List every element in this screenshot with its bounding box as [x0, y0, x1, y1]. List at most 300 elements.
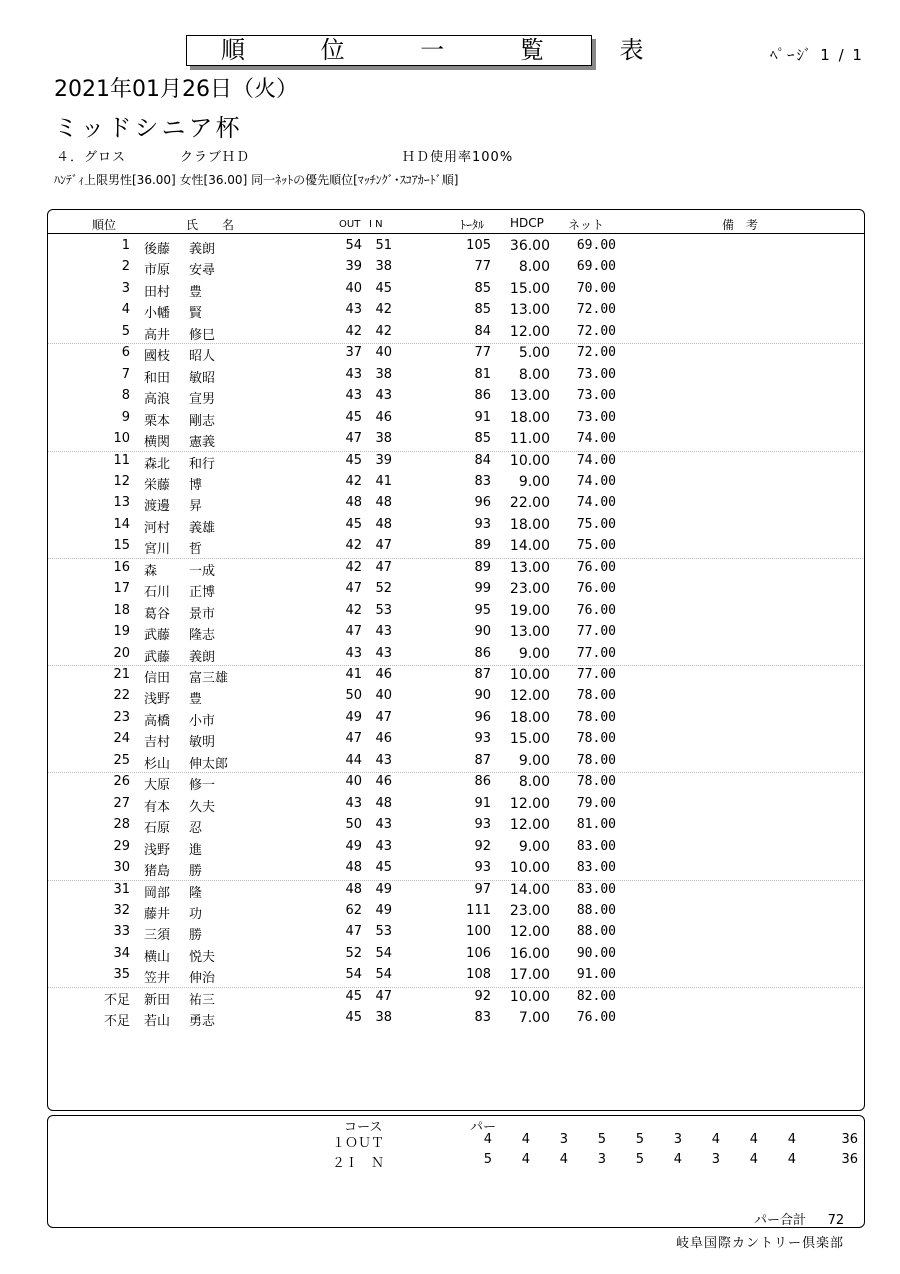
row-in: 48: [375, 516, 392, 532]
row-out: 47: [345, 581, 362, 597]
row-hdcp: 10.00: [509, 667, 550, 683]
hole-par: 3: [711, 1152, 720, 1167]
hole-par: 3: [673, 1132, 682, 1147]
row-total: 89: [474, 559, 491, 575]
row-total: 91: [474, 409, 491, 425]
row-family: 石原: [144, 821, 171, 837]
par-total-label: パー合計: [754, 1213, 807, 1228]
row-total: 92: [474, 988, 491, 1004]
row-family: 新田: [144, 992, 171, 1008]
row-net: 75.00: [576, 516, 616, 532]
row-in: 51: [375, 238, 392, 253]
row-family: 栄藤: [144, 477, 171, 493]
row-rank: 30: [113, 860, 130, 876]
row-rank: 32: [113, 902, 130, 918]
row-given: 勝: [189, 864, 203, 880]
row-total: 83: [474, 473, 491, 489]
row-family: 横関: [144, 435, 171, 451]
hole-par: 4: [787, 1152, 796, 1167]
row-net: 78.00: [576, 731, 616, 747]
row-in: 54: [375, 945, 392, 961]
row-hdcp: 13.00: [509, 388, 550, 405]
row-in: 43: [375, 838, 392, 854]
row-in: 40: [375, 345, 392, 361]
row-total: 77: [474, 345, 491, 361]
row-given: 賢: [189, 306, 203, 322]
row-given: 勝: [189, 928, 203, 944]
row-net: 72.00: [576, 323, 616, 339]
row-hdcp: 8.00: [518, 774, 550, 791]
row-rank: 14: [113, 516, 130, 532]
row-family: 浅野: [144, 842, 171, 858]
row-family: 小幡: [144, 306, 171, 322]
row-net: 73.00: [576, 366, 616, 382]
row-in: 53: [375, 602, 392, 618]
row-given: 景市: [189, 606, 216, 622]
row-in: 49: [375, 902, 392, 918]
row-total: 84: [474, 323, 491, 339]
row-hdcp: 22.00: [509, 495, 550, 512]
group-divider: [48, 343, 863, 344]
row-rank: 18: [113, 602, 130, 618]
event-date: 2021年01月26日（火）: [54, 77, 298, 102]
row-rank: 25: [113, 752, 130, 768]
row-rank: 15: [113, 538, 130, 554]
row-rank: 6: [121, 345, 130, 361]
handicap-note: ﾊﾝﾃﾞｨ上限男性[36.00] 女性[36.00] 同一ﾈｯﾄの優先順位[ﾏｯﾁﾝｸﾞ･ｽｺｱｶｰﾄﾞ順]: [54, 173, 459, 187]
row-net: 78.00: [576, 774, 616, 790]
row-in: 41: [375, 473, 392, 489]
row-in: 39: [375, 452, 392, 468]
row-hdcp: 23.00: [509, 581, 550, 598]
hole-par: 5: [483, 1152, 492, 1167]
row-out: 43: [345, 795, 362, 811]
row-total: 92: [474, 838, 491, 854]
row-out: 42: [345, 473, 362, 489]
group-divider: [48, 558, 863, 559]
row-hdcp: 9.00: [518, 838, 550, 855]
row-family: 田村: [144, 284, 171, 300]
row-net: 88.00: [576, 902, 616, 918]
row-total: 93: [474, 817, 491, 833]
row-out: 62: [345, 902, 362, 918]
row-rank: 不足: [103, 1014, 130, 1030]
course-par-table: [47, 1115, 865, 1228]
row-given: 正博: [189, 585, 216, 601]
hole-par: 3: [597, 1152, 606, 1167]
row-net: 77.00: [576, 667, 616, 682]
row-in: 38: [375, 259, 392, 275]
row-net: 77.00: [576, 624, 616, 640]
row-in: 43: [375, 752, 392, 768]
row-family: 河村: [144, 520, 171, 536]
row-family: 國枝: [144, 349, 171, 365]
row-out: 47: [345, 431, 362, 447]
row-out: 42: [345, 559, 362, 575]
row-hdcp: 18.00: [509, 709, 550, 726]
row-hdcp: 14.00: [509, 538, 550, 555]
row-rank: 1: [121, 238, 130, 253]
row-out: 48: [345, 495, 362, 511]
row-given: 豊: [189, 284, 203, 300]
row-family: 大原: [144, 778, 171, 794]
row-total: 93: [474, 731, 491, 747]
row-hdcp: 18.00: [509, 409, 550, 426]
row-in: 48: [375, 795, 392, 811]
row-rank: 20: [113, 645, 130, 661]
row-hdcp: 10.00: [509, 452, 550, 469]
row-out: 50: [345, 688, 362, 704]
header-name: 氏 名: [186, 218, 235, 232]
row-hdcp: 13.00: [509, 302, 550, 319]
row-family: 浅野: [144, 692, 171, 708]
row-out: 41: [345, 667, 362, 682]
row-given: 哲: [189, 542, 203, 558]
row-rank: 17: [113, 581, 130, 597]
row-in: 43: [375, 645, 392, 661]
club-name: 岐阜国際カントリー倶楽部: [676, 1236, 845, 1251]
row-rank: 23: [113, 709, 130, 725]
row-out: 37: [345, 345, 362, 361]
group-divider: [48, 880, 863, 881]
row-net: 74.00: [576, 431, 616, 447]
row-out: 40: [345, 280, 362, 296]
row-family: 高井: [144, 327, 171, 343]
hole-par: 4: [711, 1132, 720, 1147]
row-total: 83: [474, 1010, 491, 1026]
hole-par: 4: [749, 1152, 758, 1167]
row-net: 78.00: [576, 752, 616, 768]
par-total-value: 72: [827, 1213, 845, 1228]
course-name: １ＯＵＴ: [332, 1136, 385, 1151]
row-family: 森: [144, 563, 158, 579]
row-in: 52: [375, 581, 392, 597]
row-hdcp: 19.00: [509, 602, 550, 619]
row-net: 79.00: [576, 795, 616, 811]
row-family: 後藤: [144, 242, 171, 257]
hd-usage-rate: ＨＤ使用率100%: [402, 150, 514, 165]
event-name: ミッドシニア杯: [54, 114, 243, 142]
row-rank: 9: [121, 409, 130, 425]
row-in: 42: [375, 323, 392, 339]
row-family: 高浪: [144, 392, 171, 408]
row-total: 91: [474, 795, 491, 811]
row-hdcp: 12.00: [509, 795, 550, 812]
row-given: 小市: [189, 713, 216, 729]
row-net: 76.00: [576, 1010, 616, 1026]
row-total: 108: [466, 967, 491, 983]
row-rank: 35: [113, 967, 130, 983]
row-net: 72.00: [576, 345, 616, 361]
row-in: 47: [375, 709, 392, 725]
row-out: 43: [345, 366, 362, 382]
row-out: 45: [345, 452, 362, 468]
row-rank: 28: [113, 817, 130, 833]
row-total: 93: [474, 860, 491, 876]
hole-par: 3: [559, 1132, 568, 1147]
row-rank: 21: [113, 667, 130, 682]
row-out: 49: [345, 838, 362, 854]
row-family: 武藤: [144, 649, 171, 665]
row-total: 87: [474, 667, 491, 682]
row-out: 45: [345, 1010, 362, 1026]
row-given: 伸治: [189, 971, 216, 987]
row-hdcp: 15.00: [509, 731, 550, 748]
row-rank: 26: [113, 774, 130, 790]
row-in: 47: [375, 988, 392, 1004]
report-title: 順 位 一 覧 表: [186, 35, 592, 66]
row-in: 49: [375, 881, 392, 897]
row-family: 信田: [144, 671, 171, 686]
row-net: 75.00: [576, 538, 616, 554]
row-out: 43: [345, 302, 362, 318]
row-total: 95: [474, 602, 491, 618]
row-out: 42: [345, 538, 362, 554]
group-divider: [48, 665, 863, 666]
row-net: 81.00: [576, 817, 616, 833]
header-total: ﾄｰﾀﾙ: [460, 218, 485, 232]
row-net: 91.00: [576, 967, 616, 983]
row-in: 43: [375, 388, 392, 404]
row-out: 39: [345, 259, 362, 275]
row-hdcp: 8.00: [518, 259, 550, 276]
row-total: 77: [474, 259, 491, 275]
row-out: 43: [345, 388, 362, 404]
row-family: 高橋: [144, 713, 171, 729]
row-given: 隆志: [189, 628, 216, 644]
row-in: 47: [375, 559, 392, 575]
row-rank: 31: [113, 881, 130, 897]
row-total: 100: [466, 924, 491, 940]
row-total: 81: [474, 366, 491, 382]
row-given: 功: [189, 906, 203, 922]
row-rank: 10: [113, 431, 130, 447]
row-given: 安尋: [189, 263, 216, 279]
row-given: 一成: [189, 563, 216, 579]
row-out: 54: [345, 967, 362, 983]
row-family: 宮川: [144, 542, 171, 558]
row-hdcp: 13.00: [509, 559, 550, 576]
row-given: 進: [189, 842, 203, 858]
row-given: 宣男: [189, 392, 216, 408]
row-net: 83.00: [576, 860, 616, 876]
row-hdcp: 12.00: [509, 817, 550, 834]
hole-par: 4: [673, 1152, 682, 1167]
row-total: 99: [474, 581, 491, 597]
row-total: 89: [474, 538, 491, 554]
row-rank: 5: [121, 323, 130, 339]
row-rank: 34: [113, 945, 130, 961]
header-net: ネット: [568, 218, 605, 232]
row-in: 43: [375, 624, 392, 640]
header-hdcp: HDCP: [510, 216, 544, 230]
row-rank: 11: [113, 452, 130, 468]
row-family: 横山: [144, 949, 171, 965]
group-divider: [48, 451, 863, 452]
row-family: 吉村: [144, 735, 171, 751]
course-par-total: 36: [841, 1152, 858, 1167]
row-rank: 29: [113, 838, 130, 854]
row-hdcp: 36.00: [509, 238, 550, 254]
row-hdcp: 9.00: [518, 473, 550, 490]
row-in: 45: [375, 860, 392, 876]
row-hdcp: 23.00: [509, 902, 550, 919]
row-given: 敏昭: [189, 370, 216, 386]
row-rank: 8: [121, 388, 130, 404]
row-total: 97: [474, 881, 491, 897]
par-total: [754, 1209, 844, 1228]
row-out: 40: [345, 774, 362, 790]
row-out: 42: [345, 323, 362, 339]
row-family: 三須: [144, 928, 171, 944]
row-net: 74.00: [576, 452, 616, 468]
row-total: 96: [474, 709, 491, 725]
row-given: 昇: [189, 499, 203, 515]
row-net: 78.00: [576, 688, 616, 704]
row-rank: 24: [113, 731, 130, 747]
row-given: 勇志: [189, 1014, 216, 1030]
row-hdcp: 11.00: [509, 431, 550, 448]
row-hdcp: 10.00: [509, 988, 550, 1005]
row-net: 90.00: [576, 945, 616, 961]
row-given: 和行: [189, 456, 216, 472]
row-total: 96: [474, 495, 491, 511]
row-net: 83.00: [576, 881, 616, 897]
row-family: 猪島: [144, 864, 171, 880]
row-given: 隆: [189, 885, 203, 901]
row-total: 85: [474, 280, 491, 296]
row-net: 77.00: [576, 645, 616, 661]
row-hdcp: 17.00: [509, 967, 550, 984]
row-out: 48: [345, 860, 362, 876]
hole-par: 5: [635, 1132, 644, 1147]
row-net: 82.00: [576, 988, 616, 1004]
condition-handicap: クラブＨＤ: [180, 150, 251, 165]
row-rank: 13: [113, 495, 130, 511]
header-remarks: 備 考: [722, 218, 759, 232]
row-total: 87: [474, 752, 491, 768]
row-total: 90: [474, 624, 491, 640]
course-label: コース: [344, 1120, 383, 1135]
row-out: 47: [345, 924, 362, 940]
row-hdcp: 13.00: [509, 624, 550, 641]
row-total: 86: [474, 645, 491, 661]
row-out: 42: [345, 602, 362, 618]
course-par-total: 36: [841, 1132, 858, 1147]
hole-par: 4: [749, 1132, 758, 1147]
row-rank: 33: [113, 924, 130, 940]
hole-par: 5: [597, 1132, 606, 1147]
row-family: 渡邊: [144, 499, 171, 515]
row-family: 杉山: [144, 756, 171, 772]
row-family: 石川: [144, 585, 171, 601]
row-given: 悦夫: [189, 949, 216, 965]
row-given: 久夫: [189, 799, 216, 815]
row-rank: 16: [113, 559, 130, 575]
row-net: 73.00: [576, 388, 616, 404]
row-net: 76.00: [576, 602, 616, 618]
row-given: 義朗: [189, 649, 216, 665]
condition-number: ４．グロス: [56, 150, 127, 165]
row-given: 伸太郎: [189, 756, 229, 772]
row-in: 46: [375, 774, 392, 790]
row-hdcp: 16.00: [509, 945, 550, 962]
row-given: 豊: [189, 692, 203, 708]
row-hdcp: 5.00: [518, 345, 550, 362]
row-total: 86: [474, 774, 491, 790]
row-rank: 22: [113, 688, 130, 704]
row-in: 38: [375, 431, 392, 447]
row-net: 88.00: [576, 924, 616, 940]
row-family: 岡部: [144, 885, 171, 901]
row-hdcp: 9.00: [518, 752, 550, 769]
row-rank: 3: [121, 280, 130, 296]
group-divider: [48, 772, 863, 773]
par-label: パー: [470, 1120, 497, 1135]
row-rank: 不足: [103, 992, 130, 1008]
row-hdcp: 12.00: [509, 323, 550, 340]
row-total: 105: [466, 238, 491, 253]
row-in: 54: [375, 967, 392, 983]
row-in: 46: [375, 731, 392, 747]
row-family: 葛谷: [144, 606, 171, 622]
row-rank: 4: [121, 302, 130, 318]
header-out: OUT: [339, 219, 361, 230]
row-family: 市原: [144, 263, 171, 279]
row-out: 54: [345, 238, 362, 253]
row-family: 若山: [144, 1014, 171, 1030]
row-given: 剛志: [189, 413, 216, 429]
row-in: 47: [375, 538, 392, 554]
row-family: 森北: [144, 456, 171, 472]
row-given: 義雄: [189, 520, 216, 536]
row-total: 85: [474, 431, 491, 447]
row-given: 祐三: [189, 992, 216, 1008]
row-rank: 27: [113, 795, 130, 811]
row-out: 47: [345, 624, 362, 640]
row-net: 76.00: [576, 559, 616, 575]
row-rank: 12: [113, 473, 130, 489]
row-hdcp: 12.00: [509, 924, 550, 941]
row-total: 106: [466, 945, 491, 961]
row-family: 和田: [144, 370, 171, 386]
row-net: 73.00: [576, 409, 616, 425]
row-rank: 19: [113, 624, 130, 640]
row-total: 84: [474, 452, 491, 468]
group-divider: [48, 987, 863, 988]
row-in: 46: [375, 409, 392, 425]
row-total: 86: [474, 388, 491, 404]
row-net: 83.00: [576, 838, 616, 854]
header-divider: [48, 233, 864, 234]
row-rank: 2: [121, 259, 130, 275]
row-given: 義朗: [189, 242, 216, 257]
hole-par: 4: [787, 1132, 796, 1147]
row-in: 53: [375, 924, 392, 940]
row-total: 85: [474, 302, 491, 318]
row-rank: 7: [121, 366, 130, 382]
row-in: 40: [375, 688, 392, 704]
row-out: 48: [345, 881, 362, 897]
row-out: 44: [345, 752, 362, 768]
row-out: 45: [345, 988, 362, 1004]
row-given: 修巳: [189, 327, 216, 343]
row-out: 45: [345, 409, 362, 425]
row-family: 有本: [144, 799, 171, 815]
row-hdcp: 9.00: [518, 645, 550, 662]
row-given: 忍: [189, 821, 203, 837]
hole-par: 4: [521, 1152, 530, 1167]
